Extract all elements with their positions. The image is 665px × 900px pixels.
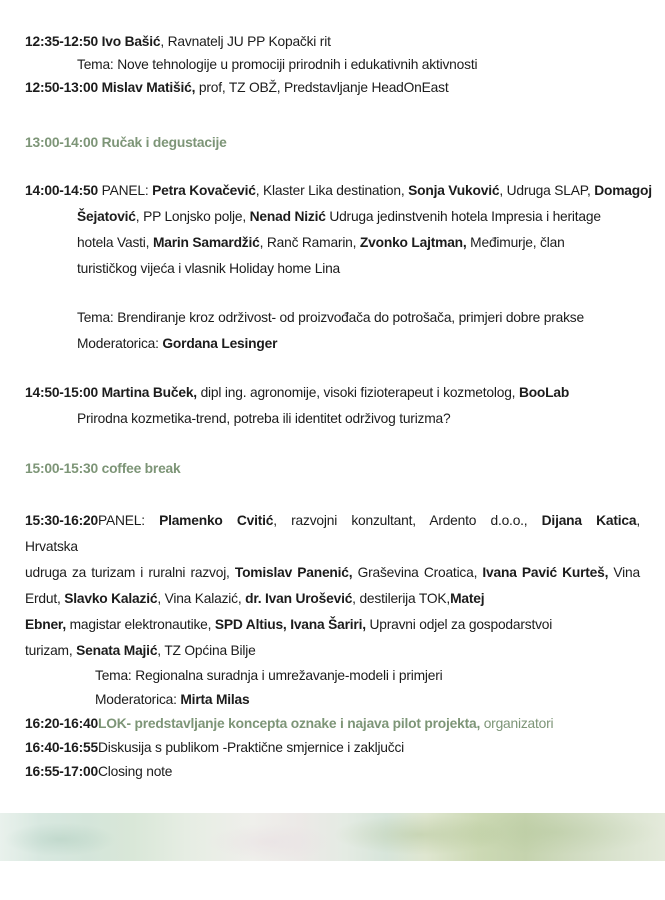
text-run: Tema: Nove tehnologije u promociji prirodnih i edukativnih aktivnosti (77, 57, 478, 72)
panel2-line3 (25, 560, 640, 586)
panel1-moderator (25, 331, 640, 357)
text-run: , PP Lonjsko polje, (135, 209, 250, 224)
text-run: Closing note (97, 764, 173, 779)
text-run: 12:35-12:50 Ivo Bašić (25, 34, 161, 49)
text-run: Prirodna kozmetika-trend, potreba ili identitet održivog turizma? (77, 411, 451, 426)
text-run: organizatori (480, 716, 554, 731)
text-run: Međimurje, član (466, 235, 565, 250)
panel1-line1 (25, 178, 652, 204)
entry-1235-topic (25, 53, 640, 76)
text-run: turizam, (25, 643, 77, 658)
text-run: 15:00-15:30 coffee break (25, 461, 181, 476)
text-run: LOK- predstavljanje koncepta oznake i najava pilot projekta, (97, 716, 481, 731)
text-run: BooLab (515, 385, 570, 400)
entry-1250 (25, 76, 640, 99)
entry-1620 (25, 712, 640, 736)
text-run: Graševina Croatica, (352, 565, 483, 580)
text-run: Matej (450, 591, 485, 606)
text-run: Gordana Lesinger (162, 336, 278, 351)
text-run: , Klaster Lika destination, (255, 183, 409, 198)
text-run: PANEL: (101, 183, 153, 198)
entry-1640 (25, 736, 640, 760)
break-lunch (25, 130, 640, 156)
text-run: Tema: Brendiranje kroz održivost- od proizvođača do potrošača, primjeri dobre prakse (77, 310, 584, 325)
text-run: Erdut, (25, 591, 65, 606)
text-run: 15:30-16:20 (25, 513, 98, 528)
text-run: Moderatorica: (77, 336, 163, 351)
text-run: Ebner, (25, 617, 66, 632)
text-run: udruga za turizam i ruralni razvoj, (25, 565, 235, 580)
text-run: Mirta Milas (180, 692, 250, 707)
text-run: prof, TZ OBŽ, Predstavljanje HeadOnEast (195, 80, 449, 95)
text-run: Domagoj (594, 183, 652, 198)
text-run: , Ravnatelj JU PP Kopački rit (160, 34, 331, 49)
text-run: Zvonko Lajtman, (359, 235, 467, 250)
text-run: magistar elektronautike, (65, 617, 215, 632)
text-run: 12:50-13:00 Mislav Matišić, (25, 80, 196, 95)
text-run: , razvojni konzultant, Ardento d.o.o., (273, 513, 542, 528)
text-run: Šejatović (77, 209, 136, 224)
watercolor-footer-band (0, 813, 665, 861)
text-run: , Vina Kalazić, (157, 591, 246, 606)
panel2-line6 (25, 638, 640, 664)
text-run: 14:00-14:50 (25, 183, 102, 198)
entry-1450 (25, 380, 640, 406)
text-run: , Udruga SLAP, (499, 183, 595, 198)
text-run: Dijana Katica (541, 513, 637, 528)
text-run: 13:00-14:00 Ručak i degustacije (25, 135, 227, 150)
panel2-line4 (25, 586, 640, 612)
text-run: Upravni odjel za gospodarstvoi (365, 617, 553, 632)
panel2-line2 (25, 534, 640, 560)
panel2-topic (25, 664, 640, 688)
entry-1235 (25, 30, 640, 53)
panel1-line2 (25, 204, 640, 230)
text-run: PANEL: (97, 513, 160, 528)
text-run: , (636, 513, 640, 528)
entry-1655 (25, 760, 640, 784)
panel1-line3 (25, 230, 640, 256)
text-run: 16:40-16:55 (25, 740, 98, 755)
text-run: , destilerija TOK, (352, 591, 451, 606)
text-run: turističkog vijeća i vlasnik Holiday home Lina (77, 261, 341, 276)
text-run: Hrvatska (25, 539, 78, 554)
text-run: Diskusija s publikom -Praktične smjernice i zaključci (97, 740, 405, 755)
entry-1450-topic (25, 406, 640, 432)
break-coffee (25, 456, 640, 482)
text-run: , Ranč Ramarin, (259, 235, 360, 250)
text-run: Senata Majić (76, 643, 158, 658)
text-run: Nenad Nizić (249, 209, 326, 224)
text-run: 16:20-16:40 (25, 716, 98, 731)
text-run: Udruga jedinstvenih hotela Impresia i heritage (325, 209, 601, 224)
text-run: hotela Vasti, (77, 235, 153, 250)
text-run: Sonja Vuković (408, 183, 500, 198)
text-run: Tema: Regionalna suradnja i umrežavanje-modeli i primjeri (95, 668, 443, 683)
text-run: Plamenko Cvitić (159, 513, 274, 528)
text-run: Moderatorica: (95, 692, 181, 707)
text-run: Petra Kovačević (152, 183, 256, 198)
panel2-line1 (25, 508, 640, 534)
text-run: 14:50-15:00 Martina Buček, (25, 385, 197, 400)
text-run: dipl ing. agronomije, visoki fizioterapeut i kozmetolog, (196, 385, 516, 400)
panel1-topic (25, 305, 640, 331)
panel2-line5 (25, 612, 640, 638)
text-run: Tomislav Panenić, (234, 565, 353, 580)
panel2-moderator (25, 688, 640, 712)
text-run: Vina (608, 565, 640, 580)
text-run: , TZ Općina Bilje (157, 643, 256, 658)
panel1-line4 (25, 256, 640, 282)
text-run: SPD Altius, Ivana Šariri, (214, 617, 366, 632)
text-run: Marin Samardžić (152, 235, 260, 250)
text-run: Ivana Pavić Kurteš, (482, 565, 609, 580)
text-run: dr. Ivan Urošević (245, 591, 353, 606)
text-run: 16:55-17:00 (25, 764, 98, 779)
text-run: Slavko Kalazić (64, 591, 158, 606)
